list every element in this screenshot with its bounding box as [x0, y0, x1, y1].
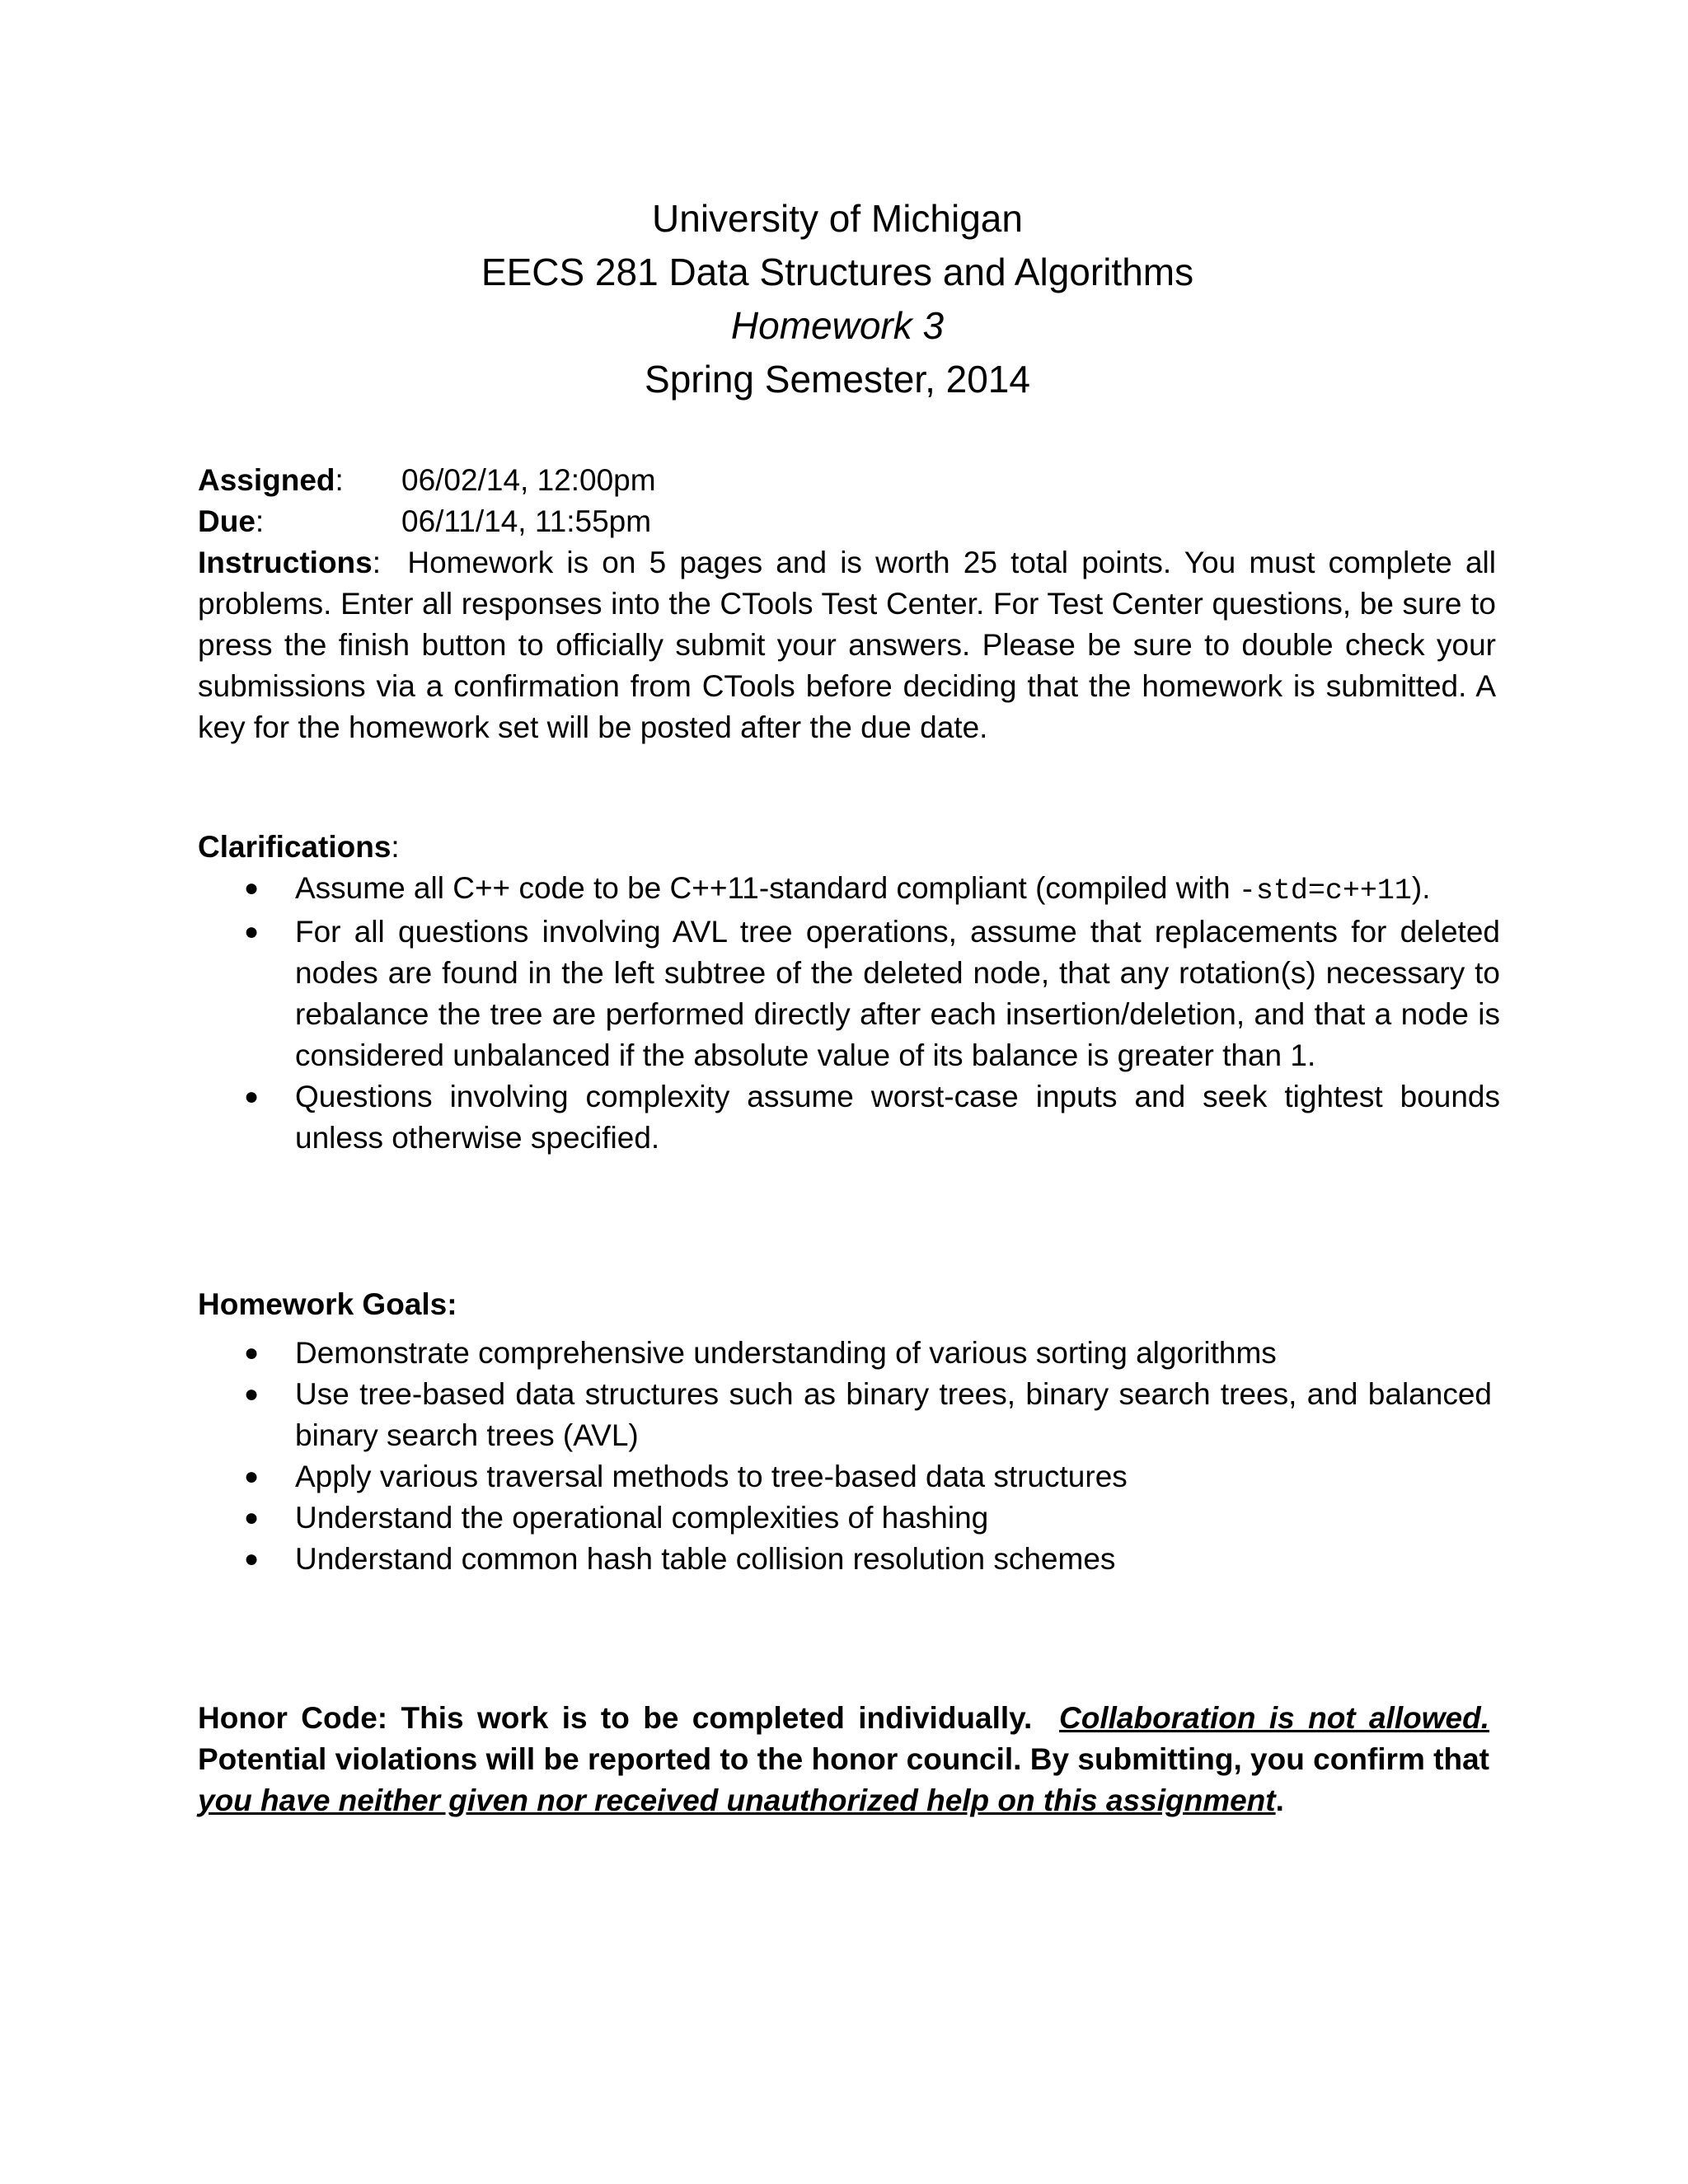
clarification-text: For all questions involving AVL tree operations, assume that replacements for deleted nodes are found in the left subtree of the deleted node, that any rotation(s) necessary to rebalance the tree are performed directly after each insertion/deletion, and that a node is considered unbalanced if the absolute value of its balance is greater than 1.	[295, 915, 1500, 1072]
list-item	[198, 868, 1500, 912]
list-item	[198, 1374, 1492, 1456]
honor-code	[198, 1698, 1489, 1821]
clarifications-list	[198, 868, 1500, 1159]
honor-pledge: you have neither given nor received unauthorized help on this assignment	[198, 1783, 1276, 1817]
bullet-icon: ●	[244, 1504, 260, 1531]
university-name: University of Michigan	[652, 197, 1023, 240]
goal-text: Demonstrate comprehensive understanding of various sorting algorithms	[295, 1336, 1277, 1370]
due-row: Due: 06/11/14, 11:55pm	[198, 501, 344, 542]
clarifications-heading: Clarifications:	[198, 830, 400, 864]
goal-text: Use tree-based data structures such as binary trees, binary search trees, and balanced binary search trees (AVL)	[295, 1377, 1492, 1452]
course-title: EECS 281 Data Structures and Algorithms	[481, 251, 1194, 293]
homework-title: Homework 3	[730, 304, 945, 347]
bullet-icon: ●	[244, 1339, 260, 1366]
goals-list	[198, 1333, 1492, 1580]
list-item	[198, 1456, 1492, 1497]
list-item	[198, 1333, 1492, 1374]
bullet-icon: ●	[244, 1380, 260, 1408]
compiler-flag: -std=c++11	[1238, 874, 1412, 907]
list-item	[198, 912, 1500, 1076]
list-item	[198, 1076, 1500, 1159]
collaboration-warning: Collaboration is not allowed.	[1059, 1701, 1489, 1735]
due-value: 06/11/14, 11:55pm	[401, 504, 652, 538]
clarification-text-end: ).	[1411, 871, 1431, 905]
document-header	[0, 192, 1675, 406]
assignment-dates	[198, 460, 656, 542]
bullet-icon: ●	[244, 874, 260, 902]
instructions-text: Homework is on 5 pages and is worth 25 total points. You must complete all problems. Enter all responses into the CTools Test Center. For Test Center questions, be sure to press the finish button to officially submit your answers. Please be sure to double check your submissions via a confirmation from CTools before deciding that the homework is submitted. A key for the homework set will be posted after the due date.	[198, 546, 1496, 744]
instructions-paragraph: Instructions: Homework is on 5 pages and is worth 25 total points. You must complete all problems. Enter all responses into the CTools Test Center. For Test Center questions, be sure to press the finish button to officially submit your answers. Please be sure to double check your submissions via a confirmation from CTools before deciding that the homework is submitted. A key for the homework set will be posted after the due date.	[198, 546, 1496, 744]
bullet-icon: ●	[244, 1463, 260, 1490]
clarification-text: Assume all C++ code to be C++11-standard compliant (compiled with	[295, 871, 1239, 905]
semester: Spring Semester, 2014	[645, 358, 1030, 401]
bullet-icon: ●	[244, 1545, 260, 1572]
honor-council-notice: Potential violations will be reported to the honor council. By submitting, you confirm that	[198, 1742, 1489, 1776]
clarification-text: Questions involving complexity assume worst-case inputs and seek tightest bounds unless otherwise specified.	[295, 1080, 1500, 1155]
assigned-label: Assigned	[198, 463, 335, 497]
clarifications-title: Clarifications	[198, 830, 392, 864]
assigned-value: 06/02/14, 12:00pm	[401, 463, 656, 497]
goals-heading: Homework Goals:	[198, 1287, 457, 1321]
goal-text: Apply various traversal methods to tree-based data structures	[295, 1460, 1128, 1493]
honor-code-statement: Honor Code: This work is to be completed individually.	[198, 1701, 1033, 1735]
bullet-icon: ●	[244, 1083, 260, 1110]
assigned-row: Assigned: 06/02/14, 12:00pm	[198, 460, 344, 501]
goal-text: Understand common hash table collision resolution schemes	[295, 1542, 1116, 1576]
goal-text: Understand the operational complexities of hashing	[295, 1501, 989, 1535]
instructions-label: Instructions	[198, 546, 373, 579]
list-item	[198, 1497, 1492, 1539]
bullet-icon: ●	[244, 918, 260, 945]
list-item	[198, 1539, 1492, 1580]
honor-period: .	[1275, 1783, 1284, 1817]
due-label: Due	[198, 504, 256, 538]
